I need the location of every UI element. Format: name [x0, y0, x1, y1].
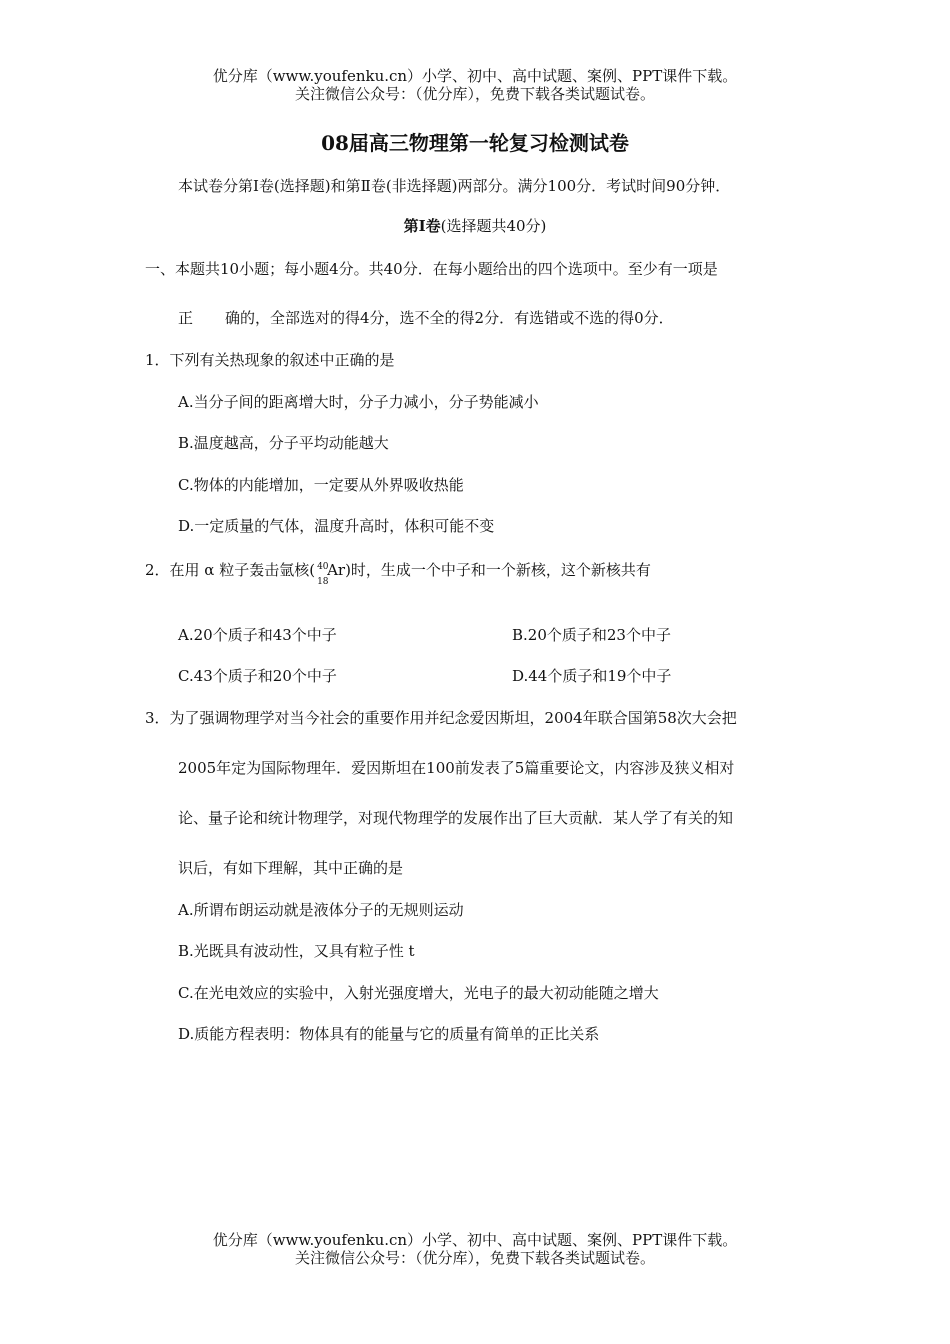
isotope-mass-number: 40 [317, 562, 329, 572]
question-3-stem-line-3: 论、量子论和统计物理学，对现代物理学的发展作出了巨大贡献．某人学了有关的知 [178, 809, 734, 827]
question-3-stem-line-1: 3．为了强调物理学对当今社会的重要作用并纪念爱因斯坦，2004年联合国第58次大会把 [145, 709, 737, 727]
question-1-stem: 1．下列有关热现象的叙述中正确的是 [145, 351, 395, 369]
part1-label: 第Ⅰ卷 [403, 217, 441, 235]
question-2-option-c: C.43个质子和20个中子 [178, 667, 337, 685]
question-3-option-c: C.在光电效应的实验中，入射光强度增大，光电子的最大初动能随之增大 [178, 984, 659, 1002]
question-1-option-a: A.当分子间的距离增大时，分子力减小，分子势能减小 [178, 393, 539, 411]
question-2-stem-suffix: Ar)时，生成一个中子和一个新核，这个新核共有 [327, 561, 651, 579]
intro-text: 本试卷分第Ⅰ卷(选择题)和第Ⅱ卷(非选择题)两部分。满分100分．考试时间90分钟． [178, 177, 731, 195]
question-3-stem-line-2: 2005年定为国际物理年．爱因斯坦在100前发表了5篇重要论文，内容涉及狭义相对 [178, 759, 735, 777]
question-1-option-b: B.温度越高，分子平均动能越大 [178, 434, 389, 452]
question-3-option-d: D.质能方程表明：物体具有的能量与它的质量有简单的正比关系 [178, 1025, 600, 1043]
header-line-2: 关注微信公众号：（优分库），免费下载各类试题试卷。 [294, 85, 655, 103]
question-2-stem [145, 560, 651, 587]
part1-heading [0, 216, 950, 236]
question-3-option-b: B.光既具有波动性，又具有粒子性 t [178, 942, 415, 960]
page-title: 08届高三物理第一轮复习检测试卷 [321, 131, 629, 155]
instructions-line-2-b: 确的，全部选对的得4分，选不全的得2分．有选错或不选的得0分． [225, 309, 674, 327]
instructions-line-2-a: 正 [178, 309, 194, 327]
footer-line-1: 优分库（www.youfenku.cn）小学、初中、高中试题、案例、PPT课件下载。 [212, 1231, 738, 1249]
question-3-stem-line-4: 识后，有如下理解，其中正确的是 [178, 859, 404, 877]
footer-line-2: 关注微信公众号：（优分库），免费下载各类试题试卷。 [294, 1249, 655, 1267]
question-2-option-d: D.44个质子和19个中子 [512, 667, 672, 685]
argon-isotope-notation [315, 560, 329, 587]
header-line-1: 优分库（www.youfenku.cn）小学、初中、高中试题、案例、PPT课件下载。 [212, 67, 738, 85]
question-2-option-b: B.20个质子和23个中子 [512, 626, 671, 644]
instructions-line-2 [178, 308, 674, 328]
question-1-option-d: D.一定质量的气体，温度升高时，体积可能不变 [178, 517, 495, 535]
question-2-stem-prefix: 2．在用 α 粒子轰击氩核( [145, 561, 316, 579]
question-1-option-c: C.物体的内能增加，一定要从外界吸收热能 [178, 476, 464, 494]
part1-note: (选择题共40分) [440, 217, 547, 235]
instructions-line-1: 一、本题共10小题；每小题4分。共40分．在每小题给出的四个选项中。至少有一项是 [145, 260, 718, 278]
isotope-atomic-number: 18 [317, 577, 329, 587]
question-2-option-a: A.20个质子和43个中子 [178, 626, 337, 644]
question-3-option-a: A.所谓布朗运动就是液体分子的无规则运动 [178, 901, 464, 919]
